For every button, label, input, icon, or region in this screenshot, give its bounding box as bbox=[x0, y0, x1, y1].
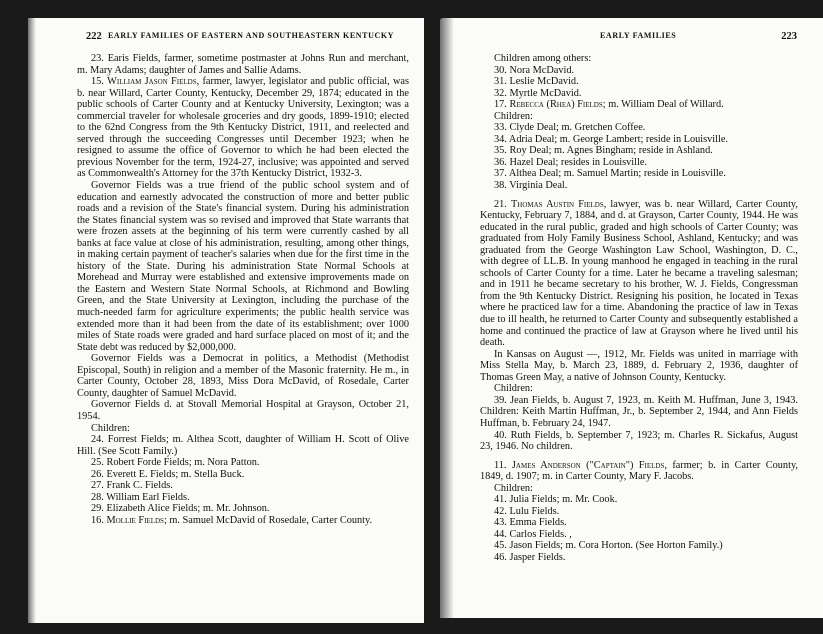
list-item bbox=[77, 492, 409, 504]
paragraph bbox=[480, 349, 798, 384]
children-heading bbox=[77, 423, 409, 435]
entry-number: 17. bbox=[494, 99, 507, 111]
list-item bbox=[480, 134, 798, 146]
paragraph-text: 30. Nora McDavid. bbox=[494, 64, 575, 76]
list-item bbox=[480, 430, 798, 453]
paragraph-text: 41. Julia Fields; m. Mr. Cook. bbox=[494, 494, 618, 506]
list-item bbox=[480, 122, 798, 134]
paragraph bbox=[77, 399, 409, 422]
paragraph-text: 28. William Earl Fields. bbox=[91, 491, 190, 503]
paragraph bbox=[77, 180, 409, 353]
paragraph-text: 43. Emma Fields. bbox=[494, 517, 567, 529]
paragraph-text: 37. Althea Deal; m. Samuel Martin; reside in Louisville. bbox=[494, 168, 726, 180]
paragraph-text: 26. Everett E. Fields; m. Stella Buck. bbox=[91, 468, 245, 480]
paragraph-text: ; m. William Deal of Willard. bbox=[602, 99, 724, 111]
paragraph-text: , farmer; b. in Carter County, 1849, d. 1907; m. in Carter County, Mary F. Jacobs. bbox=[480, 459, 798, 483]
paragraph-text: 25. Robert Forde Fields; m. Nora Patton. bbox=[91, 457, 260, 469]
entry-number: 16. bbox=[91, 514, 104, 526]
list-item bbox=[480, 540, 798, 552]
paragraph bbox=[77, 353, 409, 399]
paragraph-text: Children among others: bbox=[494, 53, 592, 64]
paragraph-text: Children: bbox=[494, 110, 533, 122]
person-name: Rebecca (Rhea) Fields bbox=[509, 99, 603, 111]
right-page-number: 223 bbox=[781, 31, 797, 42]
right-page bbox=[440, 18, 823, 618]
paragraph-text: 46. Jasper Fields. bbox=[494, 551, 566, 563]
paragraph-text: , farmer, lawyer, legislator and public official, was b. near Willard, Carter County, Kentucky, December 29, 1874; educated in the public schools of Carter County and at Kentucky University, Lexington; was a commercial traveler for wholesale groceries and dry goods, 1899-1910; elected to the 62nd Congress from the 9th Kentucky District, 1911, and reelected and served through the succeeding Congresses until December 1923; when he resigned to assume the office of Governor to which he had been elected the previous November for the term, 1924-27, inclusive; was appointed and served as Commonwealth's Attorney for the 37th Kentucky District, 1932-3. bbox=[77, 76, 410, 180]
paragraph-text: 40. Ruth Fields, b. September 7, 1923; m. Charles R. Sickafus, August 23, 1946. No children. bbox=[480, 429, 798, 453]
children-heading bbox=[480, 53, 798, 65]
paragraph-text: , lawyer, was b. near Willard, Carter County, Kentucky, February 7, 1884, and d. at Grayson, Carter County, 1944. He was educated in the rural public, graded and high schools of Carter County; was graduated from Holy Family Business School, Ashland, Kentucky; and was graduated from the George Washington Law School, Washington, D. C., with degree of LL.B. In young manhood he engaged in teaching in the rural schools of Carter County for a time. Later he became a traveling salesman; and in 1911 he became secretary to his brother, W. J. Fields, Congressman from the 9th Kentucky District. Resigning his position, he located in Texas where he practiced law for a time. Abandoning the practice of law in Texas due to ill health, he returned to Carter County and subsequently established a home and continued the practice of law at Grayson where he lived until his death. bbox=[480, 198, 798, 349]
left-page bbox=[28, 18, 424, 623]
list-item bbox=[480, 552, 798, 564]
paragraph-text: 45. Jason Fields; m. Cora Horton. (See Horton Family.) bbox=[494, 540, 723, 552]
person-name: Thomas Austin Fields bbox=[510, 198, 604, 210]
list-item bbox=[77, 480, 409, 492]
children-heading bbox=[480, 111, 798, 123]
paragraph-text: 39. Jean Fields, b. August 7, 1923, m. Keith M. Huffman, June 3, 1943. Children: Keith Martin Huffman, Jr., b. September 2, 1944, and Ann Fields Huffman, b. February 24, 1947. bbox=[480, 394, 798, 429]
paragraph-text: 44. Carlos Fields. , bbox=[494, 528, 572, 540]
list-item bbox=[77, 469, 409, 481]
person-name: William Jason Fields bbox=[107, 76, 197, 88]
list-item bbox=[480, 65, 798, 77]
paragraph-text: 24. Forrest Fields; m. Althea Scott, daughter of William H. Scott of Olive Hill. (See Scott Family.) bbox=[77, 434, 409, 457]
list-item bbox=[480, 506, 798, 518]
paragraph-text: Children: bbox=[494, 482, 533, 494]
left-page-body bbox=[77, 53, 409, 526]
paragraph-text: 36. Hazel Deal; resides in Louisville. bbox=[494, 156, 647, 168]
paragraph-text: Governor Fields was a true friend of the public school system and of education and earnestly advocated the construction of more and better public roads and a revision of the State's financial system. During his administration the States financial system was so revised and improved that State warrants that were frozen assets at the beginning of his term were currently cashed by all banks at face value at close of his administration, resulting, among other things, in making certain payment of teacher's salaries when due for the first time in the history of the State. During his administration State Normal Schools at Morehead and Murray were established and extensive improvements made on the Eastern and Western State Normal Schools, at Richmond and Bowling Green, and the State University at Lexington, including the purchase of the much-needed farm for agriculture experiments; the public health service was extended more than it had been from the date of its establishment; over 1000 miles of State roads were graded and hard surface placed on most of it; and the State debt was reduced by $2,000,000. bbox=[77, 180, 409, 353]
right-page-body bbox=[480, 53, 798, 564]
list-item bbox=[480, 157, 798, 169]
list-item bbox=[480, 145, 798, 157]
paragraph-text: Governor Fields d. at Stovall Memorial Hospital at Grayson, October 21, 1954. bbox=[77, 399, 409, 422]
paragraph bbox=[480, 99, 798, 111]
children-heading bbox=[480, 383, 798, 395]
person-name: Mollie Fields bbox=[106, 514, 164, 526]
paragraph bbox=[77, 515, 409, 527]
paragraph bbox=[77, 76, 409, 180]
paragraph-text: 27. Frank C. Fields. bbox=[91, 480, 173, 492]
paragraph-text: 35. Roy Deal; m. Agnes Bingham; reside in Ashland. bbox=[494, 145, 713, 157]
left-page-number: 222 bbox=[86, 31, 102, 42]
paragraph-text: 29. Elizabeth Alice Fields; m. Mr. Johnson. bbox=[91, 503, 270, 515]
children-heading bbox=[480, 483, 798, 495]
list-item bbox=[77, 434, 409, 457]
paragraph-text: 38. Virginia Deal. bbox=[494, 180, 568, 192]
entry-number: 15. bbox=[91, 76, 104, 88]
list-item bbox=[480, 517, 798, 529]
list-item bbox=[480, 529, 798, 541]
left-page-edge-shadow bbox=[28, 18, 36, 623]
right-running-head: EARLY FAMILIES bbox=[600, 31, 677, 40]
paragraph-text: Children: bbox=[494, 383, 533, 395]
paragraph-text: 34. Adria Deal; m. George Lambert; reside in Louisville. bbox=[494, 133, 729, 145]
list-item bbox=[480, 494, 798, 506]
list-item bbox=[480, 395, 798, 430]
paragraph-text: 42. Lulu Fields. bbox=[494, 505, 560, 517]
paragraph-text: 32. Myrtle McDavid. bbox=[494, 87, 582, 99]
paragraph-text: Governor Fields was a Democrat in politics, a Methodist (Methodist Episcopal, South) in religion and a member of the Masonic fraternity. He m., in Carter County, October 28, 1893, Miss Dora McDavid, of Rosedale, Carter County, daughter of Samuel McDavid. bbox=[77, 353, 409, 399]
paragraph-text: 33. Clyde Deal; m. Gretchen Coffee. bbox=[494, 122, 646, 134]
paragraph-text: Children: bbox=[91, 422, 130, 434]
left-running-head: EARLY FAMILIES OF EASTERN AND SOUTHEASTERN KENTUCKY bbox=[108, 31, 395, 40]
list-item bbox=[77, 457, 409, 469]
list-item bbox=[480, 88, 798, 100]
list-item bbox=[480, 76, 798, 88]
list-item bbox=[77, 503, 409, 515]
list-item bbox=[480, 180, 798, 192]
entry-number: 11. bbox=[494, 459, 507, 471]
paragraph bbox=[480, 460, 798, 483]
entry-number: 21. bbox=[494, 198, 507, 210]
list-item bbox=[77, 53, 409, 76]
gutter-shadow bbox=[440, 18, 454, 618]
person-name: James Anderson ("Captain") Fields bbox=[511, 459, 665, 471]
paragraph-text: In Kansas on August —, 1912, Mr. Fields was united in marriage with Miss Stella May, b. March 23, 1889, d. February 2, 1936, daughter of Thomas Green May, a native of Johnson County, Kentucky. bbox=[480, 348, 798, 383]
paragraph-text: 31. Leslie McDavid. bbox=[494, 76, 579, 88]
paragraph-text: ; m. Samuel McDavid of Rosedale, Carter County. bbox=[163, 514, 373, 526]
list-item bbox=[480, 168, 798, 180]
paragraph-text: 23. Earis Fields, farmer, sometime postmaster at Johns Run and merchant, m. Mary Adams; daughter of James and Sallie Adams. bbox=[77, 53, 409, 76]
paragraph bbox=[480, 199, 798, 349]
